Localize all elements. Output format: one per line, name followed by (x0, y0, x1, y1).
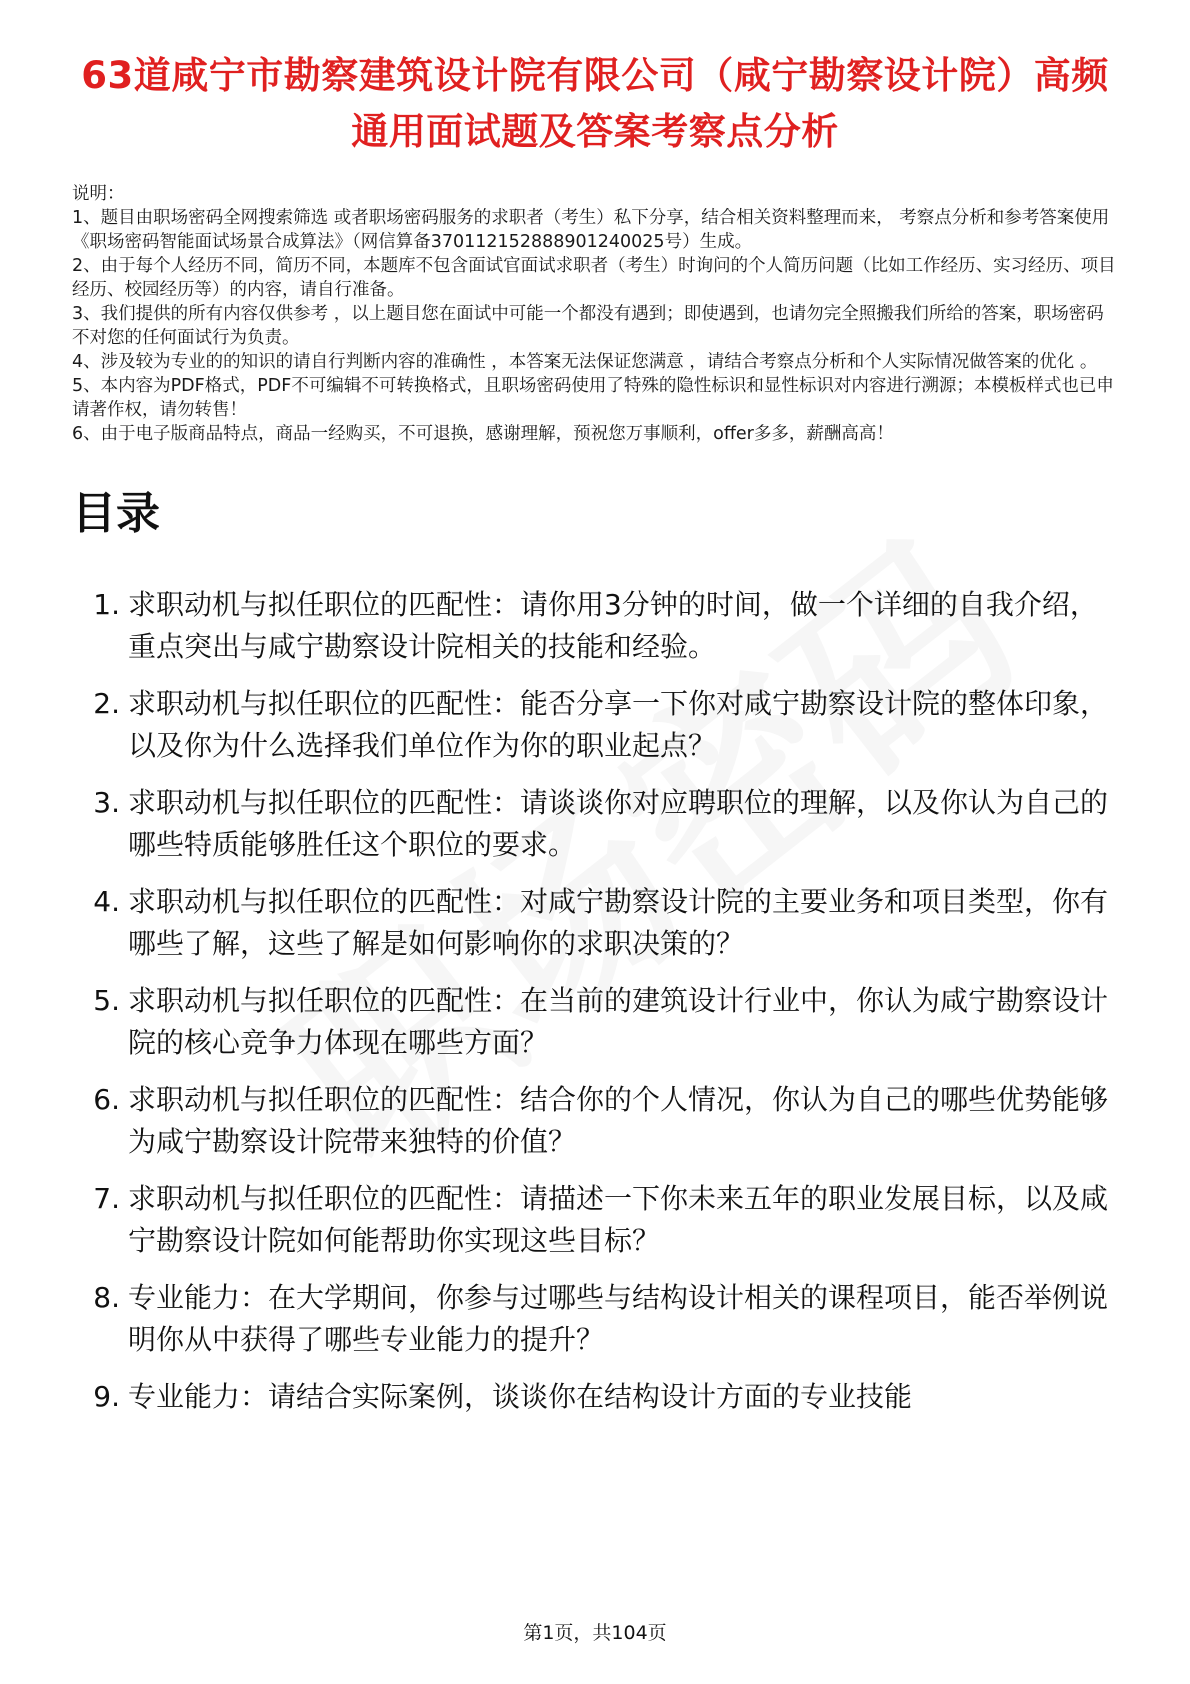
toc-item[interactable] (72, 980, 1118, 1064)
notes-heading: 说明： (72, 184, 125, 204)
note-item: 5、本内容为PDF格式，PDF不可编辑不可转换格式，且职场密码使用了特殊的隐性标识和显性标识对内容进行溯源；本模板样式也已申请著作权，请勿转售！ (72, 376, 1114, 420)
toc-item-text: 求职动机与拟任职位的匹配性：请谈谈你对应聘职位的理解，以及你认为自己的哪些特质能够胜任这个职位的要求。 (128, 786, 1109, 861)
toc-item-text: 求职动机与拟任职位的匹配性：结合你的个人情况，你认为自己的哪些优势能够为咸宁勘察设计院带来独特的价值？ (128, 1083, 1109, 1158)
toc-item[interactable] (72, 1376, 1118, 1418)
toc-item[interactable] (72, 683, 1118, 767)
toc-item-text: 专业能力：请结合实际案例，谈谈你在结构设计方面的专业技能 (128, 1380, 913, 1413)
toc-item[interactable] (72, 584, 1118, 668)
toc-item-text: 专业能力：在大学期间，你参与过哪些与结构设计相关的课程项目，能否举例说明你从中获得了哪些专业能力的提升？ (128, 1281, 1109, 1356)
toc-item-text: 求职动机与拟任职位的匹配性：对咸宁勘察设计院的主要业务和项目类型，你有哪些了解，这些了解是如何影响你的求职决策的？ (128, 885, 1109, 960)
toc-item[interactable] (72, 1277, 1118, 1361)
note-item: 6、由于电子版商品特点，商品一经购买，不可退换，感谢理解，预祝您万事顺利，offer多多，薪酬高高！ (72, 424, 894, 444)
page-footer: 第1页，共104页 (523, 1622, 667, 1644)
document-title: 63道咸宁市勘察建筑设计院有限公司（咸宁勘察设计院）高频通用面试题及答案考察点分析 (81, 54, 1109, 153)
toc-item-text: 求职动机与拟任职位的匹配性：请描述一下你未来五年的职业发展目标，以及咸宁勘察设计院如何能帮助你实现这些目标？ (128, 1182, 1109, 1257)
toc-item-number: 8. (93, 1281, 120, 1314)
toc-item-number: 4. (93, 885, 120, 918)
toc-item-number: 5. (93, 984, 120, 1017)
toc-item[interactable] (72, 782, 1118, 866)
toc-item-number: 9. (93, 1380, 120, 1413)
note-item: 1、题目由职场密码全网搜索筛选 或者职场密码服务的求职者（考生）私下分享，结合相关资料整理而来， 考察点分析和参考答案使用《职场密码智能面试场景合成算法》（网信算备370112152888901240025号）生成。 (72, 208, 1110, 252)
note-item: 4、涉及较为专业的的知识的请自行判断内容的准确性 ，本答案无法保证您满意 ，请结合考察点分析和个人实际情况做答案的优化 。 (72, 352, 1098, 372)
disclaimer-notes (72, 182, 1118, 446)
toc-item-number: 2. (93, 687, 120, 720)
note-item: 2、由于每个人经历不同，简历不同，本题库不包含面试官面试求职者（考生）时询问的个人简历问题（比如工作经历、实习经历、项目经历、校园经历等）的内容，请自行准备。 (72, 256, 1116, 300)
toc-item[interactable] (72, 881, 1118, 965)
toc-item-text: 求职动机与拟任职位的匹配性：在当前的建筑设计行业中，你认为咸宁勘察设计院的核心竞争力体现在哪些方面？ (128, 984, 1109, 1059)
toc-item-text: 求职动机与拟任职位的匹配性：能否分享一下你对咸宁勘察设计院的整体印象，以及你为什么选择我们单位作为你的职业起点？ (128, 687, 1109, 762)
table-of-contents (72, 584, 1118, 1418)
toc-item-number: 1. (93, 588, 120, 621)
toc-item-number: 7. (93, 1182, 120, 1215)
toc-item[interactable] (72, 1079, 1118, 1163)
toc-item-number: 3. (93, 786, 120, 819)
toc-item-number: 6. (93, 1083, 120, 1116)
note-item: 3、我们提供的所有内容仅供参考 ，以上题目您在面试中可能一个都没有遇到；即使遇到，也请勿完全照搬我们所给的答案，职场密码不对您的任何面试行为负责。 (72, 304, 1104, 348)
toc-item-text: 求职动机与拟任职位的匹配性：请你用3分钟的时间，做一个详细的自我介绍，重点突出与咸宁勘察设计院相关的技能和经验。 (128, 588, 1098, 663)
toc-item[interactable] (72, 1178, 1118, 1262)
toc-heading: 目录 (72, 488, 160, 539)
